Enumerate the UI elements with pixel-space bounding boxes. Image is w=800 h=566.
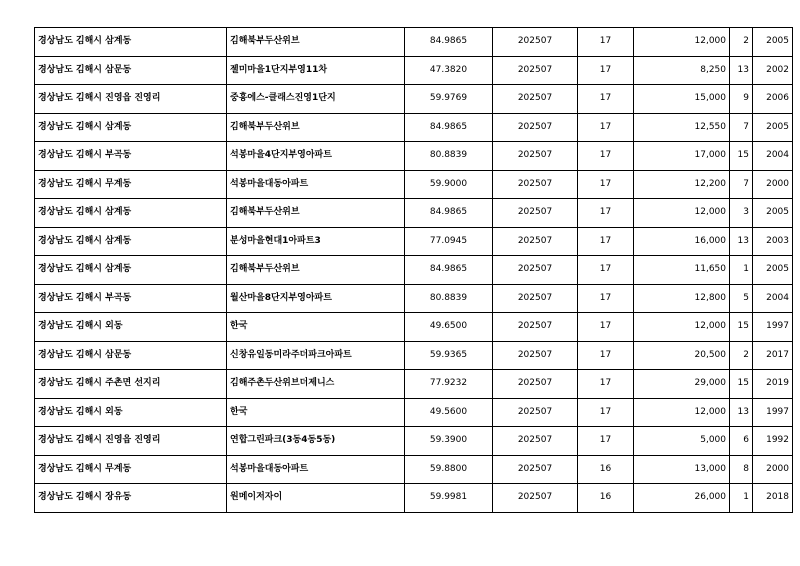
cell-built-year: 2000 [753,455,793,484]
cell-area: 47.3820 [405,56,493,85]
table-row [35,398,793,427]
cell-price: 12,000 [634,398,730,427]
cell-contract-day: 16 [578,484,634,513]
cell-contract-day: 17 [578,398,634,427]
cell-address: 경상남도 김해시 삼계동 [35,256,227,285]
cell-contract-day: 17 [578,227,634,256]
cell-address: 경상남도 김해시 부곡동 [35,284,227,313]
cell-contract-year-month: 202507 [493,56,578,85]
cell-built-year: 2004 [753,142,793,171]
table-row [35,455,793,484]
cell-apartment: 원메이저자이 [227,484,405,513]
cell-built-year: 2005 [753,28,793,57]
cell-address: 경상남도 김해시 외동 [35,313,227,342]
cell-contract-year-month: 202507 [493,85,578,114]
table-row [35,113,793,142]
cell-floor: 15 [730,370,753,399]
cell-price: 29,000 [634,370,730,399]
table-row [35,56,793,85]
table-row [35,28,793,57]
cell-floor: 13 [730,56,753,85]
cell-contract-year-month: 202507 [493,341,578,370]
cell-price: 13,000 [634,455,730,484]
cell-floor: 1 [730,484,753,513]
cell-floor: 7 [730,113,753,142]
cell-address: 경상남도 김해시 진영읍 진영리 [35,427,227,456]
cell-price: 12,000 [634,28,730,57]
cell-built-year: 2006 [753,85,793,114]
cell-floor: 1 [730,256,753,285]
cell-price: 12,000 [634,313,730,342]
cell-built-year: 2018 [753,484,793,513]
transaction-table [34,27,793,513]
cell-address: 경상남도 김해시 외동 [35,398,227,427]
cell-apartment: 김해북부두산위브 [227,256,405,285]
cell-price: 15,000 [634,85,730,114]
cell-contract-day: 17 [578,427,634,456]
cell-address: 경상남도 김해시 삼문동 [35,56,227,85]
cell-area: 80.8839 [405,142,493,171]
table-body [35,28,793,513]
cell-area: 49.5600 [405,398,493,427]
cell-area: 80.8839 [405,284,493,313]
cell-price: 26,000 [634,484,730,513]
cell-area: 59.9981 [405,484,493,513]
cell-floor: 13 [730,227,753,256]
cell-price: 12,200 [634,170,730,199]
cell-built-year: 2005 [753,256,793,285]
cell-apartment: 중흥에스-클래스진영1단지 [227,85,405,114]
cell-floor: 5 [730,284,753,313]
cell-area: 84.9865 [405,28,493,57]
cell-contract-day: 17 [578,142,634,171]
table-row [35,313,793,342]
cell-address: 경상남도 김해시 무계동 [35,455,227,484]
cell-area: 59.9365 [405,341,493,370]
cell-apartment: 석봉마을대동아파트 [227,455,405,484]
cell-floor: 15 [730,313,753,342]
cell-apartment: 젤미마을1단지부영11차 [227,56,405,85]
table-row [35,256,793,285]
cell-floor: 6 [730,427,753,456]
table-row [35,284,793,313]
cell-built-year: 2019 [753,370,793,399]
cell-contract-year-month: 202507 [493,28,578,57]
cell-contract-day: 17 [578,313,634,342]
cell-contract-day: 17 [578,56,634,85]
cell-address: 경상남도 김해시 무계동 [35,170,227,199]
cell-contract-day: 17 [578,199,634,228]
cell-apartment: 김해북부두산위브 [227,113,405,142]
cell-built-year: 2002 [753,56,793,85]
table-row [35,170,793,199]
cell-apartment: 김해북부두산위브 [227,28,405,57]
cell-area: 84.9865 [405,113,493,142]
cell-apartment: 석봉마을4단지부영아파트 [227,142,405,171]
cell-built-year: 2017 [753,341,793,370]
cell-floor: 15 [730,142,753,171]
cell-contract-day: 17 [578,284,634,313]
cell-contract-day: 17 [578,113,634,142]
cell-built-year: 2004 [753,284,793,313]
cell-contract-year-month: 202507 [493,199,578,228]
cell-address: 경상남도 김해시 삼계동 [35,199,227,228]
cell-contract-year-month: 202507 [493,370,578,399]
cell-area: 59.3900 [405,427,493,456]
cell-contract-year-month: 202507 [493,398,578,427]
cell-contract-year-month: 202507 [493,427,578,456]
cell-floor: 2 [730,341,753,370]
cell-contract-year-month: 202507 [493,113,578,142]
cell-apartment: 석봉마을대동아파트 [227,170,405,199]
cell-area: 49.6500 [405,313,493,342]
cell-contract-day: 17 [578,256,634,285]
cell-contract-day: 17 [578,85,634,114]
cell-built-year: 1997 [753,313,793,342]
cell-area: 84.9865 [405,199,493,228]
table-row [35,142,793,171]
cell-price: 16,000 [634,227,730,256]
cell-contract-year-month: 202507 [493,313,578,342]
cell-price: 17,000 [634,142,730,171]
cell-built-year: 2000 [753,170,793,199]
cell-apartment: 분성마을현대1아파트3 [227,227,405,256]
cell-apartment: 한국 [227,398,405,427]
cell-address: 경상남도 김해시 삼계동 [35,227,227,256]
cell-price: 12,550 [634,113,730,142]
cell-area: 84.9865 [405,256,493,285]
cell-address: 경상남도 김해시 진영읍 진영리 [35,85,227,114]
cell-contract-year-month: 202507 [493,170,578,199]
cell-price: 12,800 [634,284,730,313]
cell-area: 59.8800 [405,455,493,484]
cell-apartment: 김해북부두산위브 [227,199,405,228]
cell-contract-day: 17 [578,370,634,399]
cell-area: 77.0945 [405,227,493,256]
cell-contract-year-month: 202507 [493,455,578,484]
cell-address: 경상남도 김해시 삼문동 [35,341,227,370]
cell-price: 12,000 [634,199,730,228]
cell-contract-year-month: 202507 [493,142,578,171]
cell-area: 59.9769 [405,85,493,114]
cell-area: 77.9232 [405,370,493,399]
cell-address: 경상남도 김해시 주촌면 선지리 [35,370,227,399]
cell-built-year: 2003 [753,227,793,256]
cell-contract-day: 17 [578,28,634,57]
cell-apartment: 김해주촌두산위브더제니스 [227,370,405,399]
cell-floor: 2 [730,28,753,57]
cell-price: 11,650 [634,256,730,285]
cell-floor: 9 [730,85,753,114]
cell-contract-year-month: 202507 [493,484,578,513]
cell-contract-year-month: 202507 [493,284,578,313]
cell-contract-year-month: 202507 [493,227,578,256]
table-row [35,85,793,114]
cell-address: 경상남도 김해시 삼계동 [35,113,227,142]
table-row [35,341,793,370]
cell-contract-year-month: 202507 [493,256,578,285]
cell-built-year: 2005 [753,113,793,142]
cell-apartment: 연합그린파크(3동4동5동) [227,427,405,456]
cell-floor: 7 [730,170,753,199]
cell-built-year: 1992 [753,427,793,456]
cell-address: 경상남도 김해시 부곡동 [35,142,227,171]
cell-contract-day: 17 [578,170,634,199]
table-row [35,199,793,228]
table-row [35,427,793,456]
cell-address: 경상남도 김해시 장유동 [35,484,227,513]
table-row [35,227,793,256]
cell-built-year: 1997 [753,398,793,427]
cell-price: 20,500 [634,341,730,370]
cell-area: 59.9000 [405,170,493,199]
cell-floor: 13 [730,398,753,427]
cell-floor: 3 [730,199,753,228]
cell-apartment: 신창유일동미라주더파크아파트 [227,341,405,370]
cell-apartment: 한국 [227,313,405,342]
cell-contract-day: 16 [578,455,634,484]
cell-apartment: 월산마을8단지부영아파트 [227,284,405,313]
cell-built-year: 2005 [753,199,793,228]
cell-floor: 8 [730,455,753,484]
table-row [35,484,793,513]
table-row [35,370,793,399]
cell-price: 8,250 [634,56,730,85]
cell-address: 경상남도 김해시 삼계동 [35,28,227,57]
cell-contract-day: 17 [578,341,634,370]
cell-price: 5,000 [634,427,730,456]
